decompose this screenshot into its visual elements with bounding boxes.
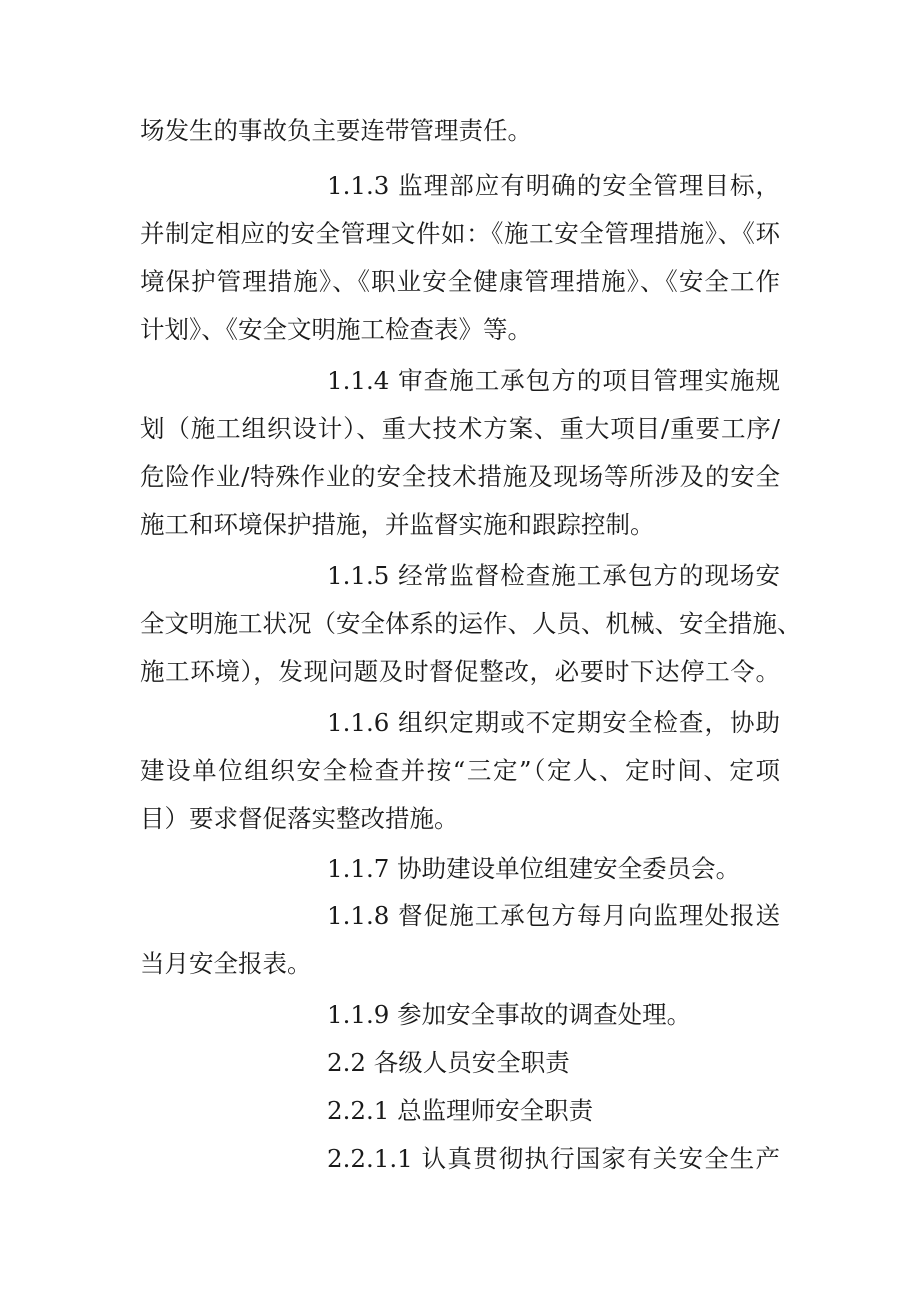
clause-1-1-8-heading: 1.1.8 督促施工承包方每月向监理处报送 [327,901,780,930]
text-line: 目）要求督促落实整改措施。 [140,804,459,833]
clause-1-1-7-heading: 1.1.7 协助建设单位组建安全委员会。 [327,854,741,883]
clause-1-1-4-heading: 1.1.4 审查施工承包方的项目管理实施规 [327,366,780,395]
text-line: 危险作业/特殊作业的安全技术措施及现场等所涉及的安全 [140,462,780,491]
text-line: 划（施工组织设计）、重大技术方案、重大项目/重要工序/ [140,414,780,443]
clause-1-1-5-heading: 1.1.5 经常监督检查施工承包方的现场安 [327,561,780,590]
section-2-2-1-heading: 2.2.1 总监理师安全职责 [327,1096,594,1125]
text-line: 当月安全报表。 [140,949,312,978]
text-line: 施工环境），发现问题及时督促整改，必要时下达停工令。 [140,657,780,686]
clause-1-1-3-heading: 1.1.3 监理部应有明确的安全管理目标， [327,171,780,200]
text-line: 场发生的事故负主要连带管理责任。 [140,116,532,145]
text-line: 计划》、《安全文明施工检查表》等。 [140,315,532,344]
clause-2-2-1-1-heading: 2.2.1.1 认真贯彻执行国家有关安全生产 [327,1144,780,1173]
clause-1-1-6-heading: 1.1.6 组织定期或不定期安全检查，协助 [327,708,780,737]
clause-1-1-9-heading: 1.1.9 参加安全事故的调查处理。 [327,1000,692,1029]
text-line: 建设单位组织安全检查并按“三定”（定人、定时间、定项 [140,756,780,785]
text-line: 并制定相应的安全管理文件如：《施工安全管理措施》、《环 [140,219,780,248]
text-line: 全文明施工状况（安全体系的运作、人员、机械、安全措施、 [140,609,802,638]
text-line: 境保护管理措施》、《职业安全健康管理措施》、《安全工作 [140,267,780,296]
section-2-2-heading: 2.2 各级人员安全职责 [327,1048,570,1077]
text-line: 施工和环境保护措施，并监督实施和跟踪控制。 [140,510,655,539]
